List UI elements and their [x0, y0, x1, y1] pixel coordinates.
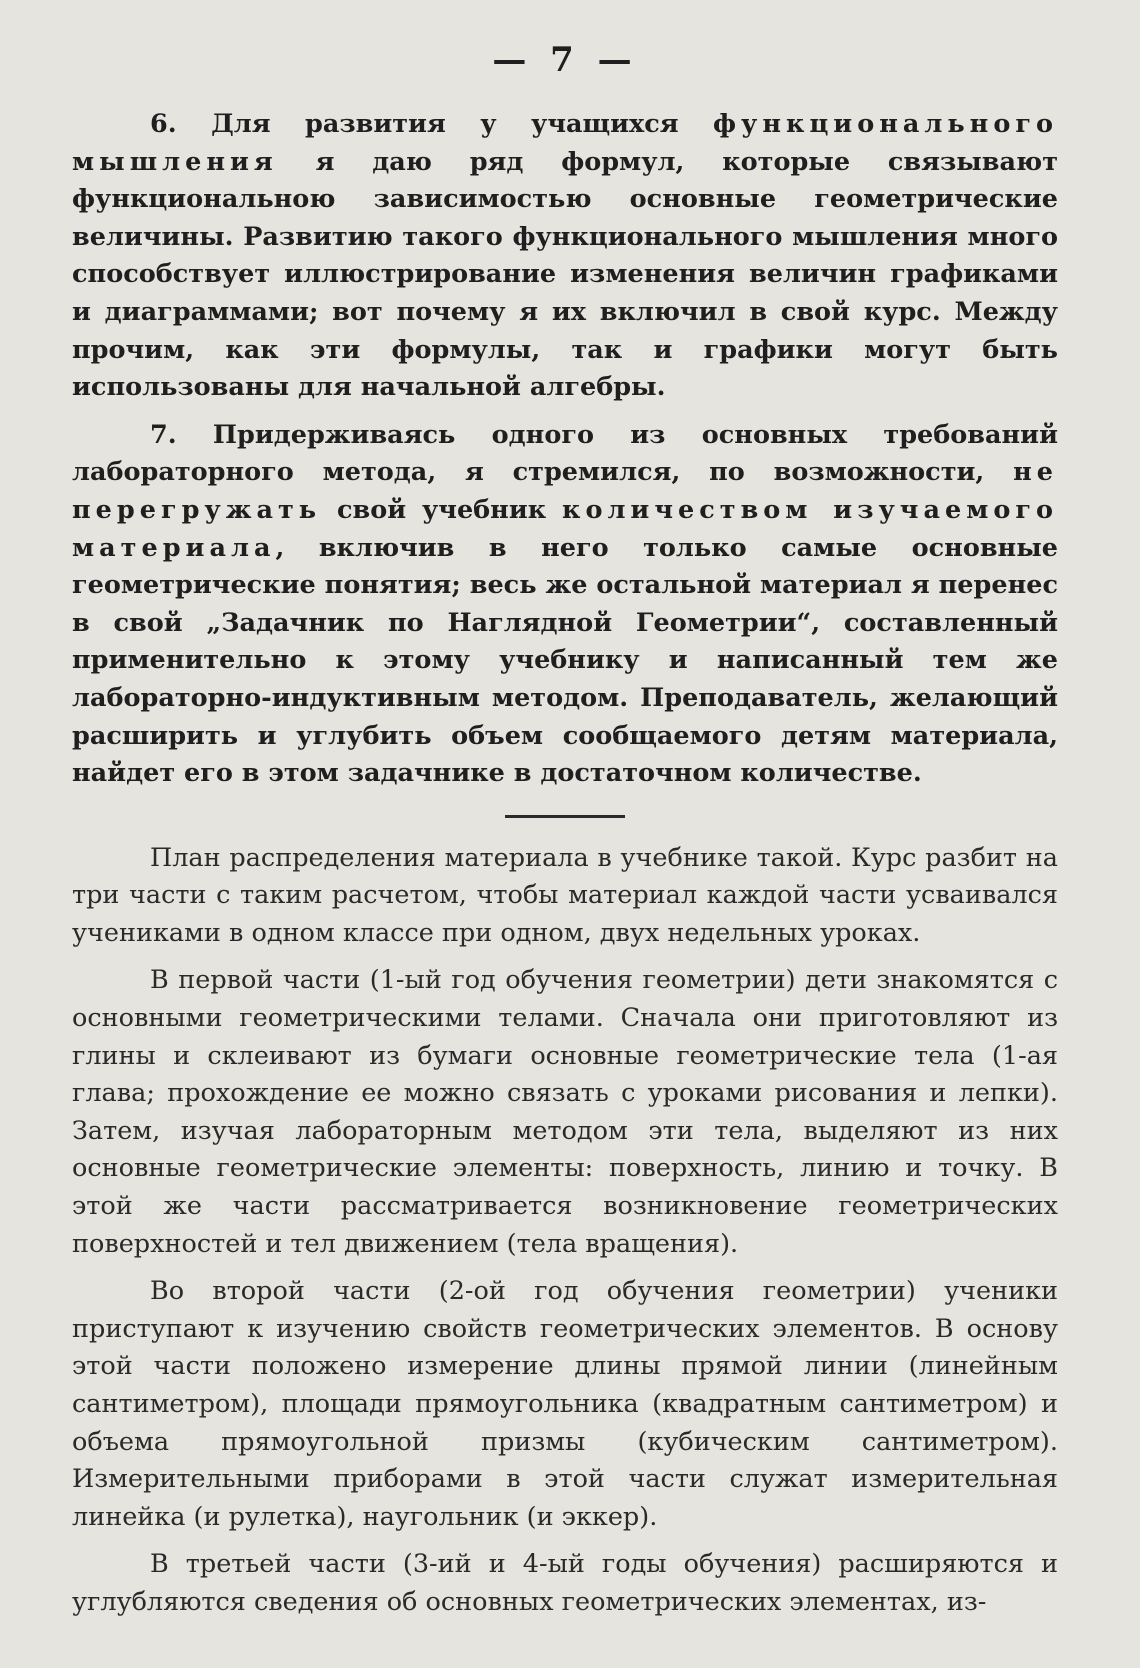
item7-emphasis-2: количеством изучаемого материала — [72, 494, 1058, 563]
paragraph-part-2: Во второй части (2-ой год обучения геометрии) ученики приступают к изучению свойств геометрических элементов. В основу этой части положено измерение длины прямой линии (линейным сантиметром), площади прямоугольника (квадратным сантиметром) и объема прямоугольной призмы (кубическим сантиметром). Измерительными приборами в этой части служат измерительная линейка (и рулетка), наугольник (и эккер). — [72, 1276, 1058, 1532]
paragraph-part-3: В третьей части (3-ий и 4-ый годы обучения) расширяются и углубляются сведения об основных геометрических элементах, из- — [72, 1549, 1058, 1617]
item6-text: я даю ряд формул, которые связывают функциональною зависимостью основные геометрические величины. Развитию такого функционального мышления много способствует иллюстрирование изменения величин графиками и диаграммами; вот почему я их включил в свой курс. Между прочим, как эти формулы, так и графики могут быть использованы для начальной алгебры. — [72, 146, 1058, 403]
paragraph-part-1: В первой части (1-ый год обучения геометрии) дети знакомятся с основными геометрическими телами. Сначала они приготовляют из глины и склеивают из бумаги основные геометрические тела (1-ая глава; прохождение ее можно связать с уроками рисования и лепки). Затем, изучая лабораторным методом эти тела, выделяют из них основные геометрические элементы: поверхность, линию и точку. В этой же части рассматривается возникновение геометрических поверхностей и тел движением (тела вращения). — [72, 965, 1058, 1259]
item7-emphasis-1: не перегружать — [72, 457, 1058, 525]
item6-lead: 6. Для развития у учащихся — [150, 109, 714, 139]
paragraph-item-6 — [72, 106, 1058, 407]
item6-emphasis: функционального мышления — [72, 109, 1058, 177]
paragraph-plan-intro: План распределения материала в учебнике такой. Курс разбит на три части с таким расчетом, чтобы материал каждой части усваивался учениками в одном классе при одном, двух недельных уроках. — [72, 842, 1058, 948]
section-divider — [505, 815, 625, 818]
page-number: — 7 — — [492, 40, 638, 80]
paragraph-item-7 — [72, 417, 1058, 793]
item7-mid: свой учебник — [321, 494, 563, 525]
item7-lead: 7. Придерживаясь одного из основных требований лабораторного метода, я стремился, по возможности, — [72, 419, 1058, 488]
item7-text: , включив в него только самые основные геометрические понятия; весь же остальной материал я перенес в свой „Задачник по Наглядной Геометрии“, составленный применительно к этому учебнику и написанный тем же лабораторно-индуктивным методом. Преподаватель, желающий расширить и углубить объем сообщаемого детям материала, найдет его в этом задачнике в достаточном количестве. — [72, 532, 1058, 789]
